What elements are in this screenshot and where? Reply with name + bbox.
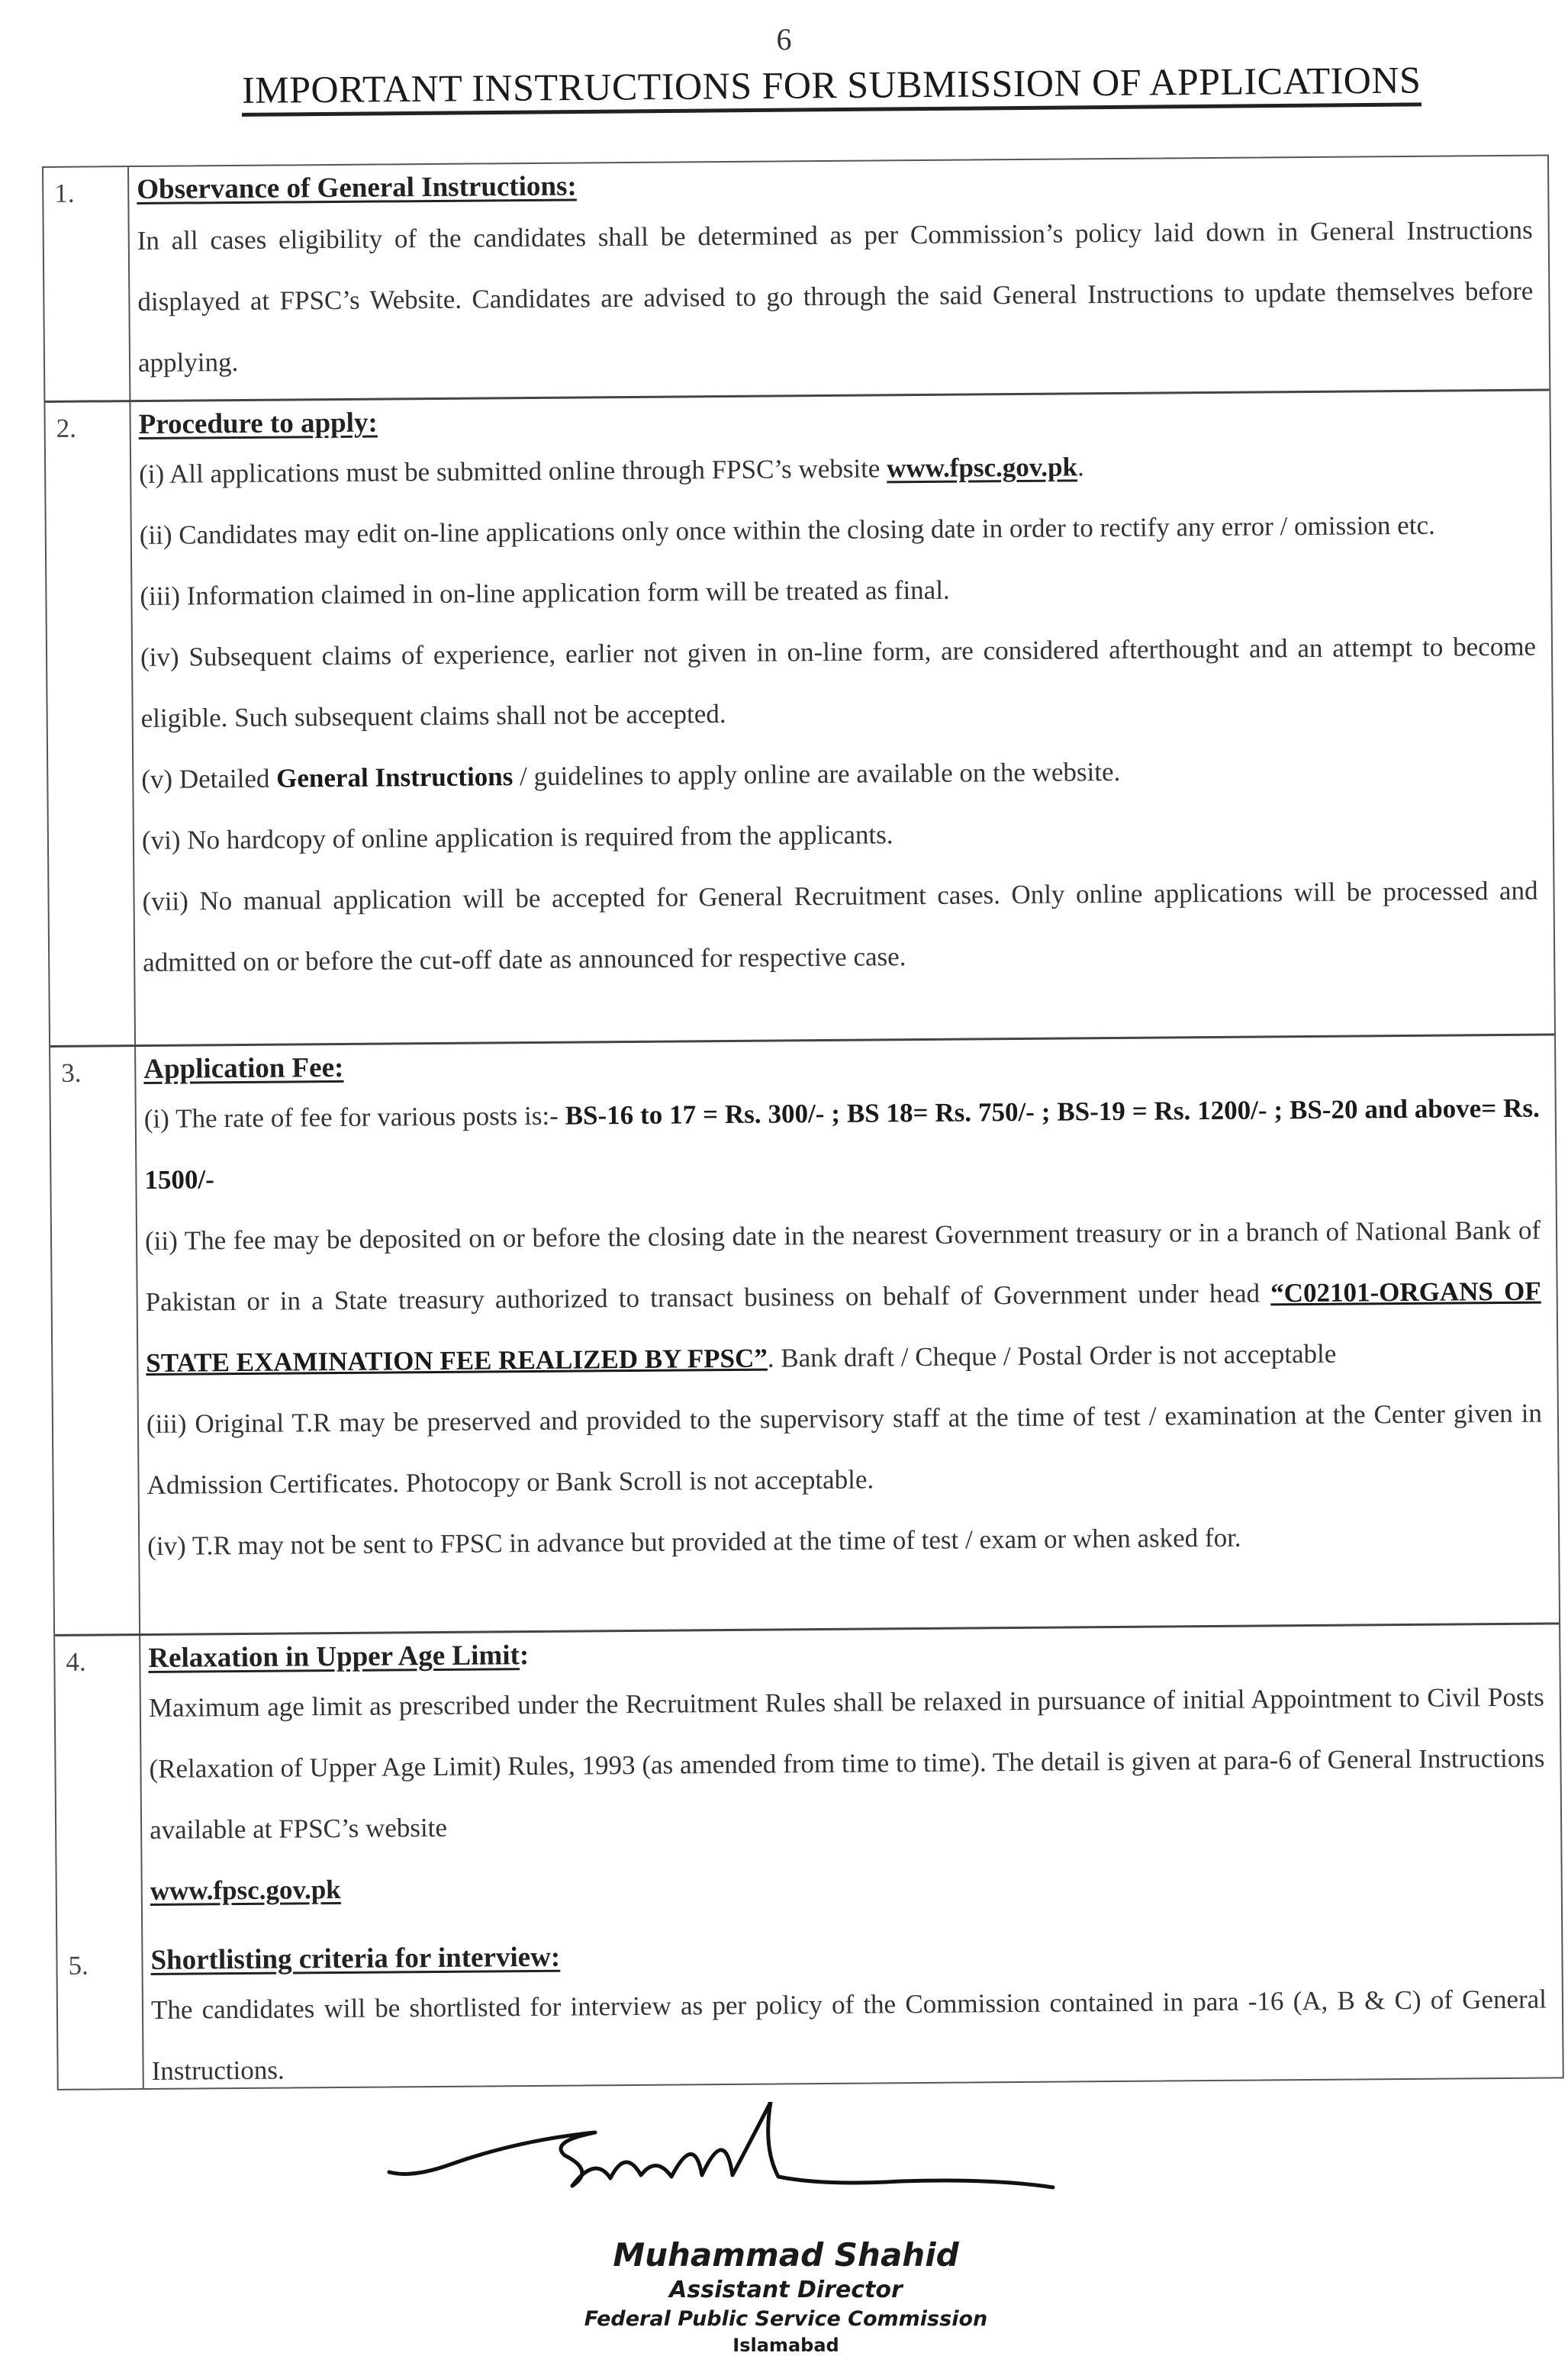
section-number: 3.	[61, 1057, 82, 1088]
age-relaxation-paragraph: Maximum age limit as prescribed under the Recruitment Rules shall be relaxed in pursuance of initial Appointment to Civil Posts (Relaxation of Upper Age Limit) Rules, 1993 (as amended from time to time). The detail is given at para-6 of General Instructions available at FPSC’s website	[148, 1682, 1545, 1845]
section-heading: Procedure to apply:	[138, 407, 378, 441]
instructions-table	[42, 154, 1564, 2090]
procedure-item-v	[141, 739, 1537, 810]
fee-item-ii-post: . Bank draft / Cheque / Postal Order is not acceptable	[767, 1338, 1337, 1373]
fee-head-code: “C02101-ORGANS OF STATE EXAMINATION FEE REALIZED BY FPSC”	[146, 1276, 1541, 1378]
fee-item-ii	[145, 1200, 1542, 1394]
procedure-item-vi: (vi) No hardcopy of online application is required from the applicants.	[141, 819, 893, 855]
section-row-3	[50, 1033, 1559, 1633]
page-number: 6	[776, 22, 792, 56]
page-title	[144, 56, 1518, 113]
shortlisting-paragraph: The candidates will be shortlisted for interview as per policy of the Commission contained in para -16 (A, B & C) of General Instructions.	[150, 1984, 1547, 2086]
fee-item-i-pre: (i) The rate of fee for various posts is:-	[143, 1100, 565, 1134]
fee-item-iv: (iv) T.R may not be sent to FPSC in advance but provided at the time of test / exam or when asked for.	[147, 1522, 1241, 1561]
signatory-name: Muhammad Shahid	[613, 2236, 959, 2274]
section-number: 4.	[66, 1646, 86, 1677]
signatory-city: Islamabad	[732, 2335, 839, 2356]
signatory-designation: Assistant Director	[669, 2277, 903, 2303]
procedure-item-i-text: (i) All applications must be submitted online through FPSC’s website	[139, 453, 887, 490]
procedure-item-iv: (iv) Subsequent claims of experience, earlier not given in on-line form, are considered afterthought and an attempt to become eligible. Such subsequent claims shall not be accepted.	[140, 631, 1537, 734]
age-relaxation-link-line	[150, 1850, 1546, 1922]
section-row-1	[43, 156, 1549, 401]
section-number: 1.	[54, 178, 75, 208]
section-heading-suffix: :	[519, 1640, 530, 1672]
general-instructions-emphasis: General Instructions	[276, 761, 514, 793]
section-number: 5.	[68, 1950, 89, 1981]
fee-item-i	[143, 1078, 1540, 1211]
handwritten-signature-icon	[366, 2102, 1206, 2239]
procedure-item-vii: (vii) No manual application will be accepted for General Recruitment cases. Only online applications will be processed and admitted on or before the cut-off date as announced for respective case.	[142, 875, 1538, 977]
procedure-item-i-end: .	[1077, 452, 1084, 482]
procedure-item-ii: (ii) Candidates may edit on-line applications only once within the closing date in order to rectify any error / omission etc.	[139, 510, 1435, 551]
section-heading-text: Relaxation in Upper Age Limit	[148, 1640, 520, 1674]
section-heading: Observance of General Instructions:	[137, 170, 577, 206]
procedure-item-v-pre: (v) Detailed	[141, 763, 277, 795]
section-number: 2.	[56, 413, 77, 443]
procedure-item-i	[139, 433, 1535, 505]
page-title-text: IMPORTANT INSTRUCTIONS FOR SUBMISSION OF APPLICATIONS	[242, 58, 1422, 116]
section-row-4-5	[55, 1622, 1563, 2091]
section-heading: Application Fee:	[143, 1051, 344, 1085]
section-row-2	[45, 388, 1554, 1044]
section-paragraph: In all cases eligibility of the candidates shall be determined as per Commission’s policy laid down in General Instructions displayed at FPSC’s Website. Candidates are advised to go through the said General Instructions to update themselves before applying.	[137, 214, 1534, 378]
fpsc-website-link[interactable]: www.fpsc.gov.pk	[886, 452, 1078, 484]
procedure-item-iii: (iii) Information claimed in on-line application form will be treated as final.	[140, 574, 950, 612]
signatory-organization: Federal Public Service Commission	[584, 2307, 988, 2331]
procedure-item-v-post: / guidelines to apply online are available on the website.	[513, 756, 1121, 792]
fee-item-ii-pre: (ii) The fee may be deposited on or before the closing date in the nearest Government treasury or in a branch of National Bank of Pakistan or in a State treasury authorized to transact business on behalf of Government under head	[144, 1215, 1541, 1317]
fee-item-iii: (iii) Original T.R may be preserved and provided to the supervisory staff at the time of test / examination at the Center given in Admission Certificates. Photocopy or Bank Scroll is not acceptable.	[146, 1398, 1543, 1500]
section-heading: Shortlisting criteria for interview:	[150, 1941, 561, 1976]
fee-rates: BS-16 to 17 = Rs. 300/- ; BS 18= Rs. 750/- ; BS-19 = Rs. 1200/- ; BS-20 and above= Rs. 1500/-	[144, 1093, 1540, 1195]
fpsc-website-link[interactable]: www.fpsc.gov.pk	[150, 1874, 341, 1906]
signature-block	[366, 2102, 1206, 2361]
